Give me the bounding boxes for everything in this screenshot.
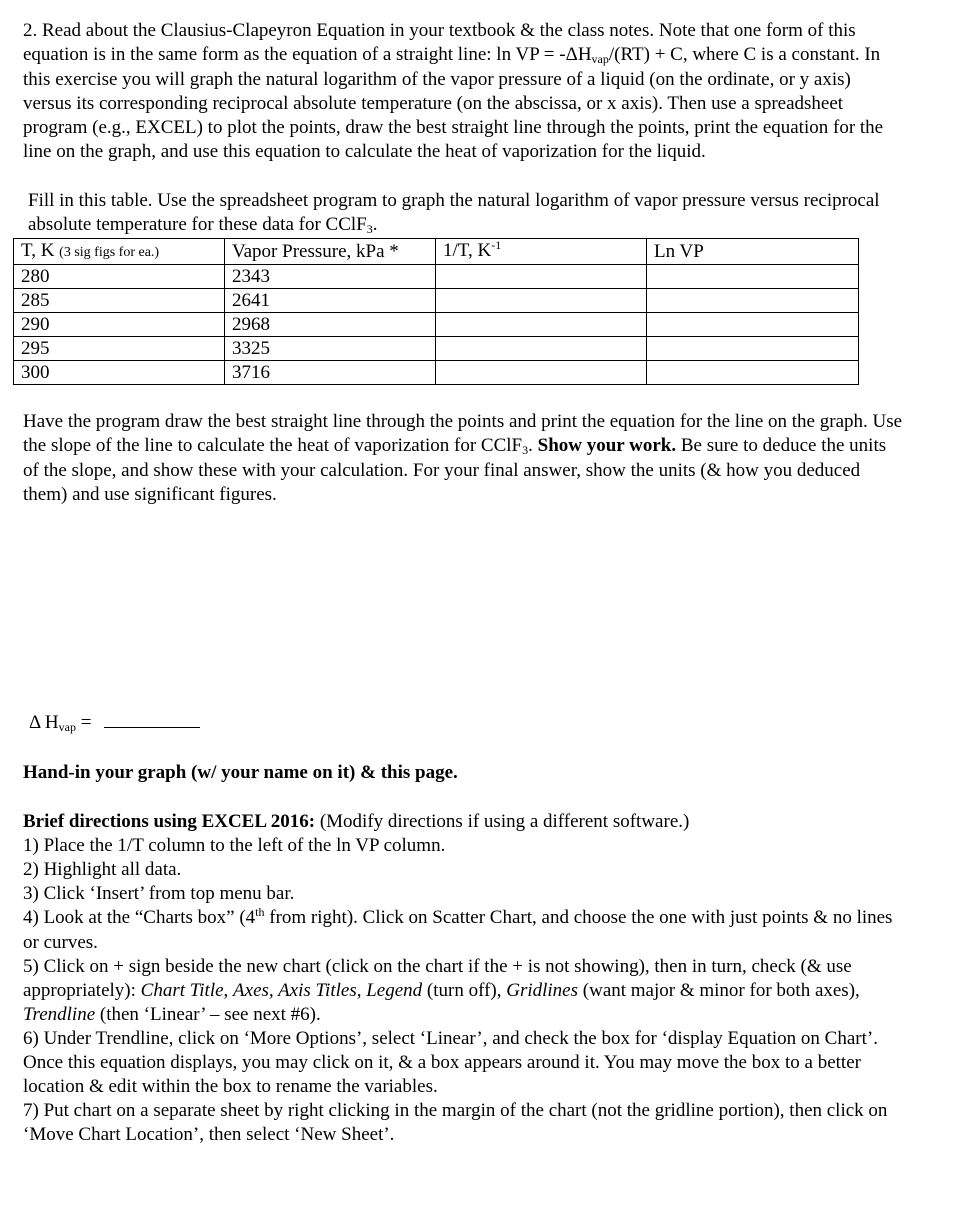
answer-blank[interactable]	[104, 713, 200, 728]
header-ln-vp: Ln VP	[647, 239, 859, 265]
temperature-cell: 290	[14, 313, 225, 337]
excel-directions	[23, 810, 903, 1147]
vapor-pressure-cell: 2641	[225, 289, 436, 313]
direction-step-5: 5) Click on + sign beside the new chart (click on the chart if the + is not showing), then in turn, check (& use appropriately): Chart Title, Axes, Axis Titles, Legend (turn off), Gridlines (want major & minor for both axes), Trendline (then ‘Linear’ – see next #6).	[23, 956, 860, 1025]
worksheet-page	[23, 19, 903, 1147]
direction-step-7: 7) Put chart on a separate sheet by right clicking in the margin of the chart (not the gridline portion), then click on ‘Move Chart Location’, then select ‘New Sheet’.	[23, 1100, 888, 1145]
table-row	[14, 313, 859, 337]
header-reciprocal-temperature: 1/T, $K^{-1}$	[436, 239, 647, 265]
show-work-emphasis: Show your work.	[537, 435, 677, 456]
ln-vp-cell[interactable]	[647, 361, 859, 385]
reciprocal-temperature-cell[interactable]	[436, 265, 647, 289]
table-row	[14, 361, 859, 385]
temperature-cell: 280	[14, 265, 225, 289]
direction-step-3: 3) Click ‘Insert’ from top menu bar.	[23, 883, 295, 904]
ln-vp-cell[interactable]	[647, 265, 859, 289]
temperature-cell: 300	[14, 361, 225, 385]
show-work-instructions: Have the program draw the best straight line through the points and print the equation for the line on the graph. Use the slope of the line to calculate the heat of vaporization for CClF3. Show your work. Be sure to deduce the units of the slope, and show these with your calculation. For your final answer, show the units (& how you deduced them) and use significant figures.	[23, 411, 903, 505]
vapor-pressure-cell: 3325	[225, 337, 436, 361]
directions-heading: Brief directions using EXCEL 2016: (Modify directions if using a different software.)	[23, 811, 690, 832]
table-instructions: Fill in this table. Use the spreadsheet program to graph the natural logarithm of vapor pressure versus reciprocal absolute temperature for these data for CClF3.	[28, 190, 880, 236]
table-header-row	[14, 239, 859, 265]
vapor-pressure-cell: 3716	[225, 361, 436, 385]
vapor-pressure-table	[13, 238, 859, 385]
heat-of-vaporization-answer: Δ Hvap =	[23, 711, 903, 736]
reciprocal-temperature-cell[interactable]	[436, 361, 647, 385]
table-row	[14, 337, 859, 361]
direction-step-2: 2) Highlight all data.	[23, 859, 182, 880]
header-vapor-pressure: Vapor Pressure, kPa *	[225, 239, 436, 265]
direction-step-6: 6) Under Trendline, click on ‘More Options’, select ‘Linear’, and check the box for ‘display Equation on Chart’. Once this equation displays, you may click on it, & a box appears around it. You may move the box to a better location & edit within the box to rename the variables.	[23, 1028, 878, 1097]
ln-vp-cell[interactable]	[647, 289, 859, 313]
reciprocal-temperature-cell[interactable]	[436, 313, 647, 337]
table-row	[14, 265, 859, 289]
table-row	[14, 289, 859, 313]
direction-step-4: 4) Look at the “Charts box” (4th from right). Click on Scatter Chart, and choose the one with just points & no lines or curves.	[23, 905, 893, 953]
hand-in-notice: Hand-in your graph (w/ your name on it) & this page.	[23, 762, 458, 783]
header-temperature: T, K (3 sig figs for ea.)	[14, 239, 225, 265]
ln-vp-cell[interactable]	[647, 337, 859, 361]
direction-step-1: 1) Place the 1/T column to the left of the ln VP column.	[23, 835, 446, 856]
vapor-pressure-cell: 2343	[225, 265, 436, 289]
reciprocal-temperature-cell[interactable]	[436, 289, 647, 313]
reciprocal-temperature-cell[interactable]	[436, 337, 647, 361]
ln-vp-cell[interactable]	[647, 313, 859, 337]
vapor-pressure-cell: 2968	[225, 313, 436, 337]
temperature-cell: 295	[14, 337, 225, 361]
temperature-cell: 285	[14, 289, 225, 313]
question-2-text: 2. Read about the Clausius-Clapeyron Equation in your textbook & the class notes. Note that one form of this equation is in the same form as the equation of a straight line: ln VP = -ΔHvap/(RT) + C, where C is a constant. In this exercise you will graph the natural logarithm of the vapor pressure of a liquid (on the ordinate, or y axis) versus its corresponding reciprocal absolute temperature (on the abscissa, or x axis). Then use a spreadsheet program (e.g., EXCEL) to plot the points, draw the best straight line through the points, print the equation for the line on the graph, and use this equation to calculate the heat of vaporization for the liquid.	[23, 20, 884, 162]
